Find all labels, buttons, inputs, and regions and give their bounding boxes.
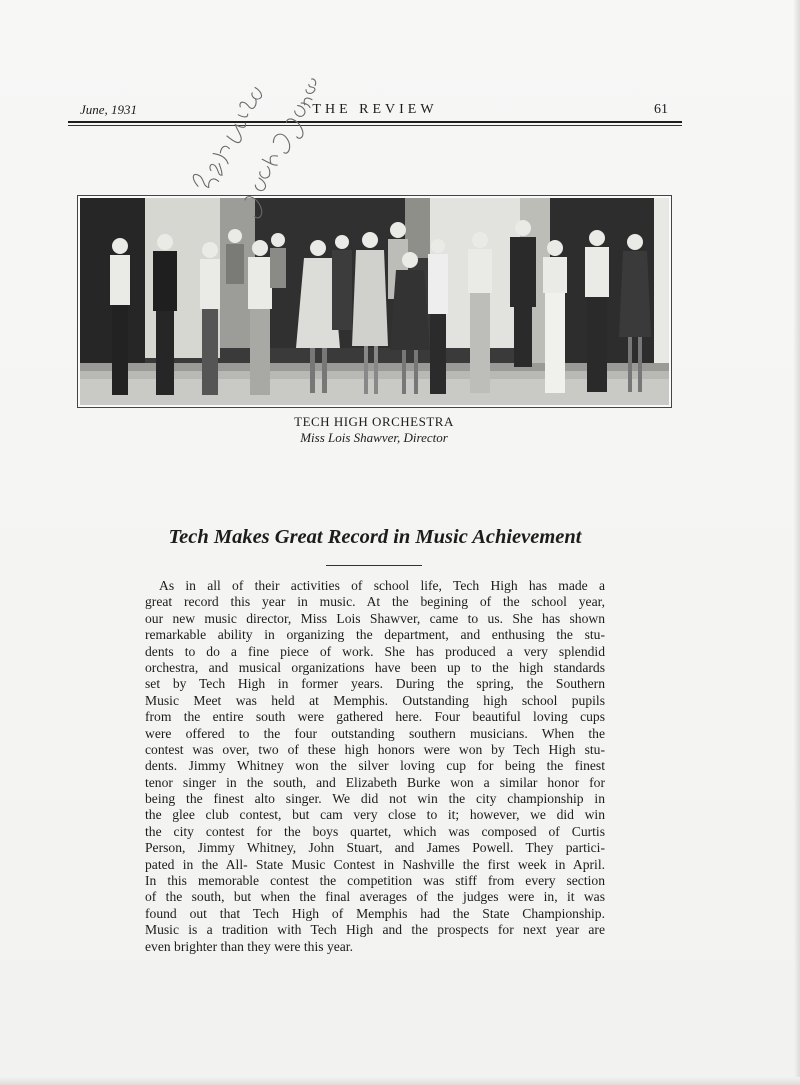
header-page-number: 61: [654, 102, 668, 117]
article-line: contest was over, two of these high honors were won by Tech High stu-: [145, 741, 605, 757]
article-line: dents. Jimmy Whitney won the silver loving cup for being the finest: [145, 758, 605, 774]
article-line: from the entire south were gathered here. Four beautiful loving cups: [145, 709, 605, 725]
handwritten-signature: [145, 30, 335, 240]
article-line: pated in the All- State Music Contest in Nashville the first week in April.: [145, 856, 605, 872]
article-line: great record this year in music. At the begining of the school year,: [145, 594, 605, 610]
article-line: found out that Tech High of Memphis had the State Championship.: [145, 905, 605, 921]
article-line: even brighter than they were this year.: [145, 938, 353, 954]
article-body: [145, 578, 605, 955]
page-edge-right: [794, 0, 800, 1085]
page-edge-bottom: [0, 1077, 800, 1085]
header-date: June, 1931: [80, 102, 138, 117]
photo-caption-director: Miss Lois Shawver, Director: [300, 430, 448, 445]
article-line: Music Meet was held at Memphis. Outstanding high school pupils: [145, 692, 605, 708]
article-line: set by Tech High in former years. During the spring, the Southern: [145, 676, 605, 692]
article-line: dents to do a fine piece of work. She has produced a very splendid: [145, 643, 605, 659]
article-line: of the south, but when the final averages of the judges were in, it was: [145, 889, 605, 905]
article-line: our new music director, Miss Lois Shawver, came to us. She has shown: [145, 610, 605, 626]
article-line: Person, Jimmy Whitney, John Stuart, and James Powell. They partici-: [145, 840, 605, 856]
article-line: the glee club contest, but cam very close to it; however, we did win: [145, 807, 605, 823]
headline-rule: [326, 565, 422, 566]
article-line: tenor singer in the south, and Elizabeth Burke won a similar honor for: [145, 774, 605, 790]
article-line: Music is a tradition with Tech High and the prospects for next year are: [145, 922, 605, 938]
article-line: being the finest alto singer. We did not win the city championship in: [145, 791, 605, 807]
article-headline: Tech Makes Great Record in Music Achievement: [168, 526, 582, 548]
article-line: In this memorable contest the competition was stiff from every section: [145, 873, 605, 889]
article-line: As in all of their activities of school life, Tech High has made a: [159, 578, 605, 593]
article-line: were offered to the four outstanding southern musicians. When the: [145, 725, 605, 741]
article-line: the city contest for the boys quartet, which was composed of Curtis: [145, 823, 605, 839]
article-line: orchestra, and musical organizations have been up to the high standards: [145, 659, 605, 675]
header-title: THE REVIEW: [312, 102, 438, 117]
photo-caption-title: TECH HIGH ORCHESTRA: [294, 414, 454, 429]
article-line: remarkable ability in organizing the department, and enthusing the stu-: [145, 627, 605, 643]
